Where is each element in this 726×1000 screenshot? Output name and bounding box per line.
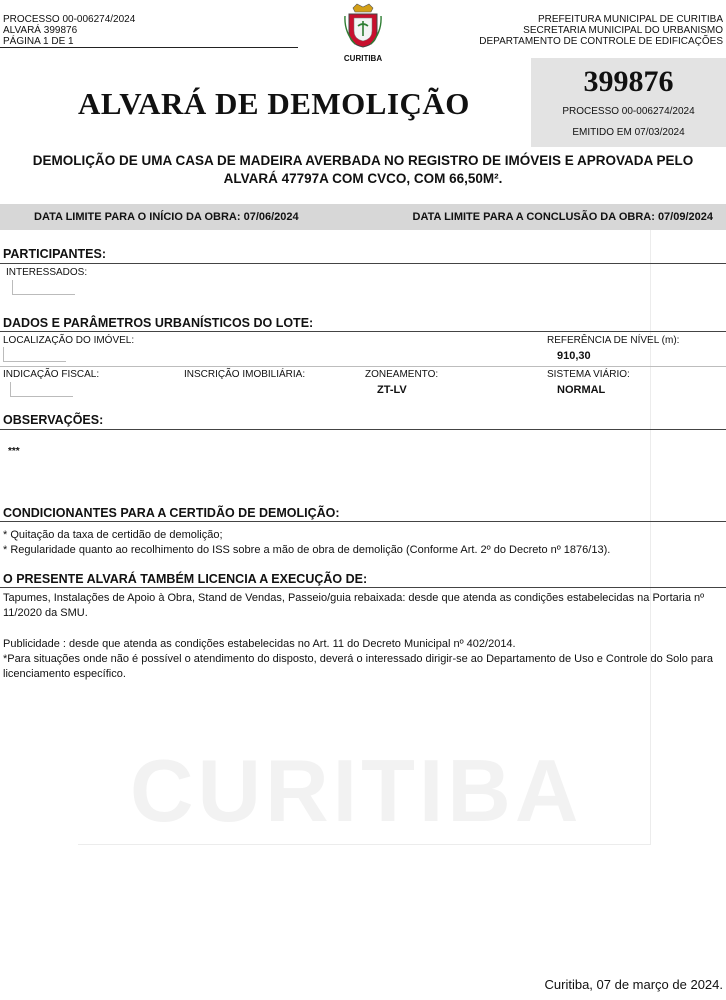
conditions-list — [3, 528, 610, 558]
fiscal-label: INDICAÇÃO FISCAL: — [3, 369, 100, 380]
city-crest — [338, 2, 388, 62]
registration-label: INSCRIÇÃO IMOBILIÁRIA: — [184, 369, 306, 380]
road-value: NORMAL — [557, 384, 606, 396]
licenses-heading: O PRESENTE ALVARÁ TAMBÉM LICENCIA A EXECUÇÃO DE: — [3, 572, 368, 586]
licenses-para-1 — [3, 591, 723, 621]
lot-rule — [0, 331, 726, 332]
condition-item: * Quitação da taxa de certidão de demolição; — [3, 529, 223, 541]
level-value: 910,30 — [557, 350, 591, 362]
participants-heading: PARTICIPANTES: — [3, 247, 107, 261]
level-label: REFERÊNCIA DE NÍVEL (m): — [547, 335, 680, 346]
permit-number-box — [531, 58, 726, 147]
footer-date: Curitiba, 07 de março de 2024. — [544, 977, 723, 992]
interested-field — [12, 280, 75, 295]
conditions-rule — [0, 521, 726, 522]
permit-number: 399876 — [583, 65, 674, 98]
road-label: SISTEMA VIÁRIO: — [547, 369, 630, 380]
observations-heading: OBSERVAÇÕES: — [3, 413, 104, 427]
lot-heading: DADOS E PARÂMETROS URBANÍSTICOS DO LOTE: — [3, 316, 314, 330]
header-department: DEPARTAMENTO DE CONTROLE DE EDIFICAÇÕES — [479, 36, 723, 47]
lot-inner-rule — [0, 366, 726, 367]
licenses-para-2 — [3, 637, 723, 682]
end-deadline: DATA LIMITE PARA A CONCLUSÃO DA OBRA: 07/09/2024 — [412, 211, 713, 223]
license-line: licenciamento específico. — [3, 668, 126, 680]
description-line: DEMOLIÇÃO DE UMA CASA DE MADEIRA AVERBADA NO REGISTRO DE IMÓVEIS E APROVADA PELO — [32, 153, 694, 168]
zoning-value: ZT-LV — [377, 384, 407, 396]
header-prefecture: PREFEITURA MUNICIPAL DE CURITIBA — [537, 14, 723, 25]
document-title: ALVARÁ DE DEMOLIÇÃO — [78, 86, 470, 121]
participants-rule — [0, 263, 726, 264]
interested-label: INTERESSADOS: — [6, 267, 88, 278]
header-process: PROCESSO 00-006274/2024 — [3, 14, 136, 25]
license-line: Publicidade : desde que atenda as condições estabelecidas no Art. 11 do Decreto Municipal nº 402/2014. — [3, 638, 516, 650]
conditions-heading: CONDICIONANTES PARA A CERTIDÃO DE DEMOLIÇÃO: — [3, 506, 340, 520]
watermark-text: CURITIBA — [130, 741, 583, 840]
box-process: PROCESSO 00-006274/2024 — [562, 106, 695, 117]
zoning-label: ZONEAMENTO: — [365, 369, 439, 380]
fiscal-field — [10, 382, 73, 397]
license-line: 11/2020 da SMU. — [3, 607, 88, 619]
header-permit: ALVARÁ 399876 — [3, 25, 78, 36]
header-left — [3, 14, 135, 47]
crest-label: CURITIBA — [343, 54, 383, 63]
condition-item: * Regularidade quanto ao recolhimento do ISS sobre a mão de obra de demolição (Conforme Art. 2º do Decreto nº 1876/13). — [3, 544, 611, 556]
header-secretariat: SECRETARIA MUNICIPAL DO URBANISMO — [523, 25, 723, 36]
location-label: LOCALIZAÇÃO DO IMÓVEL: — [3, 335, 135, 346]
date-band — [0, 204, 726, 230]
header-right — [479, 14, 723, 47]
description-line: ALVARÁ 47797A COM CVCO, COM 66,50M². — [223, 171, 503, 186]
observations-rule — [0, 429, 726, 430]
box-issued: EMITIDO EM 07/03/2024 — [572, 127, 685, 138]
header-page: PÁGINA 1 DE 1 — [3, 36, 74, 47]
header-left-rule — [0, 47, 298, 48]
license-line: *Para situações onde não é possível o atendimento do disposto, deverá o interessado dirigir-se ao Departamento de Uso e Controle do Solo para — [3, 653, 713, 665]
work-description — [10, 152, 716, 188]
coat-of-arms-icon — [343, 2, 383, 48]
location-field — [3, 347, 66, 362]
observations-text: *** — [8, 446, 20, 457]
licenses-rule — [0, 587, 726, 588]
license-line: Tapumes, Instalações de Apoio à Obra, Stand de Vendas, Passeio/guia rebaixada: desde que atenda as condições estabelecidas na Portaria nº — [3, 592, 705, 604]
start-deadline: DATA LIMITE PARA O INÍCIO DA OBRA: 07/06/2024 — [34, 211, 299, 223]
